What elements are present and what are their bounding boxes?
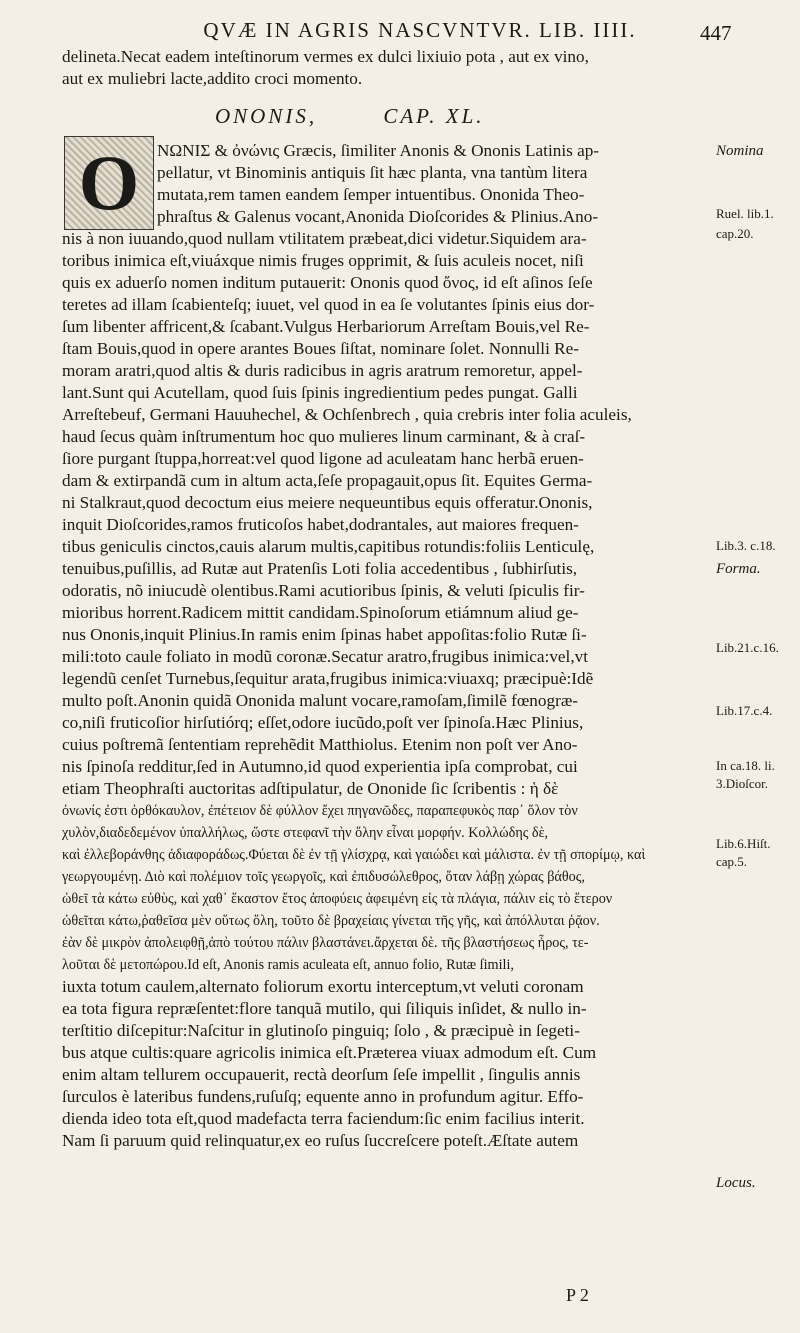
margin-note-locus: Locus.	[716, 1175, 756, 1191]
text-line: nis ſpinoſa redditur,ſed in Autumno,id quod experientia ipſa comprobat, cui	[62, 757, 578, 776]
text-line: iuxta totum caulem,alternato foliorum exortu interceptum,vt veluti coronam	[62, 977, 584, 996]
text-line: ea tota figura repræſentet:flore tanquã mutilo, qui ſiliquis inſidet, & nullo in-	[62, 999, 587, 1018]
text-line: lant.Sunt qui Acutellam, quod ſuis ſpinis ingredientium pedes pungat. Galli	[62, 383, 578, 402]
greek-line: καὶ ἐλλεβοράνθης ἀδιαφοράδως.Φύεται δὲ ἐν τῇ γλίσχρᾳ, καὶ γαιώδει καὶ μάλιστα. ἐν τῇ σπορίμῳ, καὶ	[62, 847, 646, 863]
margin-note-nomina: Nomina	[716, 143, 764, 159]
margin-note-lib21: Lib.21.c.16.	[716, 640, 779, 655]
text-line: phraſtus & Galenus vocant,Anonida Dioſcorides & Plinius.Ano-	[157, 207, 599, 226]
running-title: QVÆ IN AGRIS NASCVNTVR. LIB. IIII.	[203, 18, 637, 42]
chapter-number: CAP. XL.	[383, 104, 485, 128]
text-line: pellatur, vt Binominis antiquis ſit hæc planta, vna tantùm litera	[157, 163, 588, 182]
margin-note-diosc: 3.Dioſcor.	[716, 776, 768, 791]
greek-line: ὠθεῖται κάτω,ῥαθεῖσα μὲν οὕτως ὅλη, τοῦτο δὲ βραχείαις γίνεται τῆς γῆς, καὶ ἀπόλλυται ῥᾷον.	[62, 913, 600, 929]
text-line: Arreſtebeuf, Germani Hauuhechel, & Ochſenbrech , quia crebris inter folia aculeis,	[62, 405, 632, 424]
text-line: ſiore purgant ſtuppa,horreat:vel quod ligone ad aculeatam hanc herbã eruen-	[62, 449, 584, 468]
margin-note-ruel: Ruel. lib.1.	[716, 206, 774, 221]
text-line: inquit Dioſcorides,ramos fruticoſos habet,dodrantales, aut maiores frequen-	[62, 515, 579, 534]
margin-note-lib6-cap: cap.5.	[716, 854, 748, 869]
text-line: aut ex muliebri lacte,addito croci momento.	[62, 69, 363, 88]
greek-line: λοῦται δὲ μετοπώρου.Id eſt, Anonis ramis aculeata eſt, annuo folio, Rutæ ſimili,	[62, 957, 514, 973]
main-text	[62, 140, 706, 1152]
text-line: mioribus horrent.Radicem mittit candidam.Spinoſorum etiámnum aliud ge-	[62, 603, 579, 622]
text-line: ni Stalkraut,quod decoctum eius meiere nequeuntibus equis offeratur.Ononis,	[62, 493, 593, 512]
greek-line: ὀνωνίς ἐστι ὀρθόκαυλον, ἐπέτειον δὲ φύλλον ἔχει πηγανῶδες, παραπεφυκὸς παρ᾽ ὅλον τὸν	[62, 803, 578, 819]
text-line: ΝΩΝΙΣ & ὀνώνις Græcis, ſimiliter Anonis & Ononis Latinis ap-	[157, 141, 600, 160]
margin-note-ruel-cap: cap.20.	[716, 226, 754, 241]
text-line: ſum libenter affricent,& ſcabant.Vulgus Herbariorum Arreſtam Bouis,vel Re-	[62, 317, 590, 336]
text-line: nis à non iuuando,quod nullam vtilitatem præbeat,dici videtur.Siquidem ara-	[62, 229, 587, 248]
margin-note-forma: Forma.	[716, 561, 761, 577]
text-line: haud ſecus quàm inſtrumentum hoc quo mulieres linum carminant, & à craſ-	[62, 427, 586, 446]
text-line: multo poſt.Anonin quidã Ononida malunt vocare,ramoſam,ſimilẽ fœnogræ-	[62, 691, 579, 710]
margin-note-lib3: Lib.3. c.18.	[716, 538, 776, 553]
text-line: etiam Theophraſti auctoritas adſtipulatur, de Ononide ſic ſcribentis : ἡ δὲ	[62, 779, 559, 798]
text-line: dam & extirpandã cum in altum acta,ſeſe propagauit,opus ſit. Equites Germa-	[62, 471, 593, 490]
text-line: terſtitio diſcepitur:Naſcitur in glutinoſo pinguiq; ſolo , & præcipuè in ſegeti-	[62, 1021, 580, 1040]
text-line: mutata,rem tamen eandem ſemper intuentibus. Ononida Theo-	[157, 185, 585, 204]
text-line: mili:toto caule foliato in modũ coronæ.Secatur aratro,frugibus inimica:vel,vt	[62, 647, 588, 666]
text-line: quis ex aduerſo nomen inditum putauerit: Ononis quod ὄνος, id eſt aſinos ſeſe	[62, 273, 593, 292]
text-line: Nam ſi paruum quid relinquatur,ex eo ruſus ſuccreſcere poteſt.Æſtate autem	[62, 1131, 579, 1150]
text-line: toribus inimica eſt,viuáxque nimis fruges opprimit, & ſuis aculeis nocet, niſi	[62, 251, 584, 270]
greek-line: ἐὰν δὲ μικρὸν ἀπολειφθῇ,ἀπὸ τούτου πάλιν βλαστάνει.ἄρχεται δὲ. τῆς βλαστήσεως ἦρος, τε-	[62, 935, 589, 951]
signature-mark: P 2	[566, 1285, 589, 1305]
text-line: moram aratri,quod altis & duris radicibus in agris aratrum remoretur, appel-	[62, 361, 583, 380]
text-line: ſurculos è lateribus fundens,ruſuſq; equente anno in profundum agitur. Effo-	[62, 1087, 584, 1106]
margin-note-lib17: Lib.17.c.4.	[716, 703, 773, 718]
margin-note-in-ca: In ca.18. li.	[716, 758, 775, 773]
text-line: legendũ cenſet Turnebus,ſequitur arata,frugibus inimica:viuaxq; præcipuè:Idẽ	[62, 669, 594, 688]
page-number: 447	[700, 21, 732, 45]
text-line: bus atque cultis:quare agricolis inimica eſt.Præterea viuax admodum eſt. Cum	[62, 1043, 597, 1062]
text-line: tenuibus,puſillis, ad Rutæ aut Pratenſis Loti folia accedentibus , ſubhirſutis,	[62, 559, 578, 578]
text-line: co,niſi fruticoſior hirſutiórq; eſſet,odore iucũdo,poſt ver ſpinoſa.Hæc Plinius,	[62, 713, 584, 732]
initial-letter: O	[78, 139, 140, 226]
greek-line: χυλὸν,διαδεδεμένον ὑπαλλήλως, ὥστε στεφανῖ τὴν ὅλην εἶναι μορφήν. Κολλώδης δὲ,	[62, 825, 549, 841]
intro-text	[62, 46, 706, 90]
margin-note-lib6: Lib.6.Hiſt.	[716, 836, 771, 851]
text-line: enim altam tellurem occupauerit, rectà deorſum ſeſe impellit , ſingulis annis	[62, 1065, 581, 1084]
text-line: cuius poſtremã ſententiam reprehẽdit Matthiolus. Etenim non poſt ver Ano-	[62, 735, 578, 754]
text-line: tibus geniculis cinctos,cauis alarum multis,capitibus rotundis:foliis Lenticulę,	[62, 537, 595, 556]
text-line: delineta.Necat eadem inteſtinorum vermes ex dulci lixiuio pota , aut ex vino,	[62, 47, 589, 66]
text-line: dienda ideo tota eſt,quod madefacta terra faciendum:ſic enim facilius interit.	[62, 1109, 585, 1128]
greek-line: ὠθεῖ τὰ κάτω εὐθὺς, καὶ χαθ᾽ ἕκαστον ἔτος ἀποφύεις ἀφειμένη εἰς τὰ πλάγια, πάλιν εἰς τὸ ἕτερον	[62, 891, 613, 907]
greek-line: γεωργουμένῃ. Διὸ καὶ πολέμιον τοῖς γεωργοῖς, καὶ ἐπιδυσώλεθρος, ὅταν λάβῃ χώρας βάθος,	[62, 869, 585, 885]
text-line: teretes ad illam ſcabienteſq; iuuet, vel quod in ea ſe volutantes ſpinis eius dor-	[62, 295, 595, 314]
chapter-title: ONONIS,	[215, 104, 318, 128]
chapter-heading	[215, 104, 485, 129]
text-line: ſtam Bouis,quod in opere arantes Boues ſiſtat, nominare ſolet. Nonnulli Re-	[62, 339, 579, 358]
text-line: nus Ononis,inquit Plinius.In ramis enim ſpinas habet appoſitas:folio Rutæ ſi-	[62, 625, 587, 644]
text-line: odoratis, nõ iniucudè olentibus.Rami acutioribus ſpinis, & veluti ſpiculis fir-	[62, 581, 585, 600]
